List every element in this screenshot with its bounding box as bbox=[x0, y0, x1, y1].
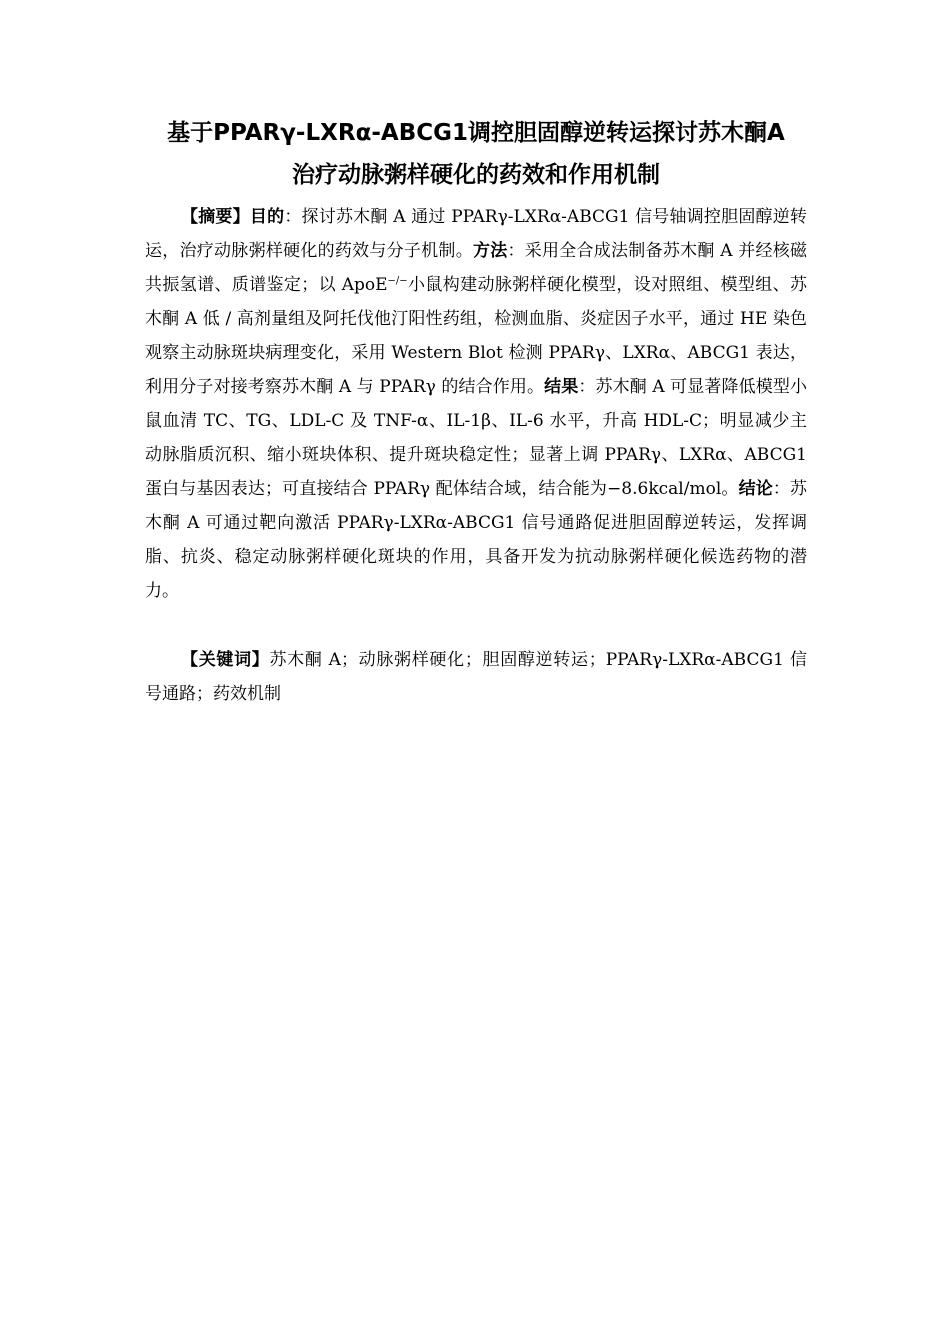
keywords-text: 苏木酮 A；动脉粥样硬化；胆固醇逆转运；PPARγ-LXRα-ABCG1 信号通路；药效机制 bbox=[145, 650, 807, 704]
results-label: 结果 bbox=[544, 377, 579, 397]
abstract-paragraph bbox=[145, 200, 807, 608]
methods-text-b: 小鼠构建动脉粥样硬化模型，设对照组、模型组、苏木酮 A 低 / 高剂量组及阿托伐他汀阳性药组，检测血脂、炎症因子水平，通过 HE 染色观察主动脉斑块病理变化，采用 Western Blot 检测 PPARγ、LXRα、ABCG1 表达，利用分子对接考察苏木酮 A 与 PPARγ 的结合作用。 bbox=[145, 275, 807, 397]
genotype-superscript: −/− bbox=[387, 275, 408, 287]
abstract-label: 【摘要】 bbox=[181, 207, 250, 227]
objective-label: 目的 bbox=[249, 207, 285, 227]
results-text: ：苏木酮 A 可显著降低模型小鼠血清 TC、TG、LDL-C 及 TNF-α、IL-1β、IL-6 水平，升高 HDL-C；明显减少主动脉脂质沉积、缩小斑块体积、提升斑块稳定性；显著上调 PPARγ、LXRα、ABCG1 蛋白与基因表达；可直接结合 PPARγ 配体结合域，结合能为−8.6kcal/mol。 bbox=[145, 377, 807, 499]
keywords-paragraph bbox=[145, 643, 807, 711]
title-line-1: 基于PPARγ-LXRα-ABCG1调控胆固醇逆转运探讨苏木酮A bbox=[167, 120, 785, 146]
conclusion-label: 结论 bbox=[738, 479, 773, 499]
methods-text-a: ：采用全合成法制备苏木酮 A 并经核磁共振氢谱、质谱鉴定；以 ApoE bbox=[145, 241, 808, 295]
keywords-label: 【关键词】 bbox=[181, 650, 270, 670]
objective-text: ：探讨苏木酮 A 通过 PPARγ-LXRα-ABCG1 信号轴调控胆固醇逆转运，治疗动脉粥样硬化的药效与分子机制。 bbox=[145, 207, 807, 261]
title-line-2: 治疗动脉粥样硬化的药效和作用机制 bbox=[292, 162, 660, 188]
conclusion-text: ：苏木酮 A 可通过靶向激活 PPARγ-LXRα-ABCG1 信号通路促进胆固醇逆转运，发挥调脂、抗炎、稳定动脉粥样硬化斑块的作用，具备开发为抗动脉粥样硬化候选药物的潜力。 bbox=[145, 479, 808, 601]
methods-label: 方法 bbox=[472, 241, 508, 261]
paper-title bbox=[145, 112, 807, 196]
